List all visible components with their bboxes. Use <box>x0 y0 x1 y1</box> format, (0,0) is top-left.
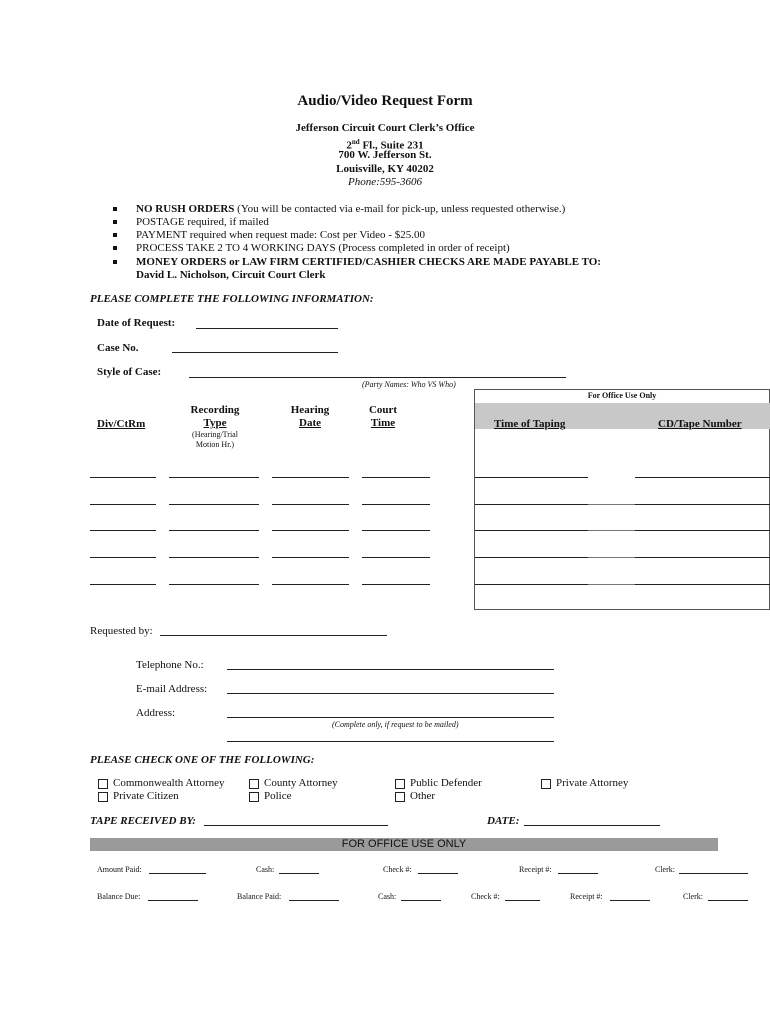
check-label-2: Check #: <box>471 892 500 901</box>
check-field-2[interactable] <box>505 900 540 901</box>
county-attorney-label: County Attorney <box>264 777 338 789</box>
public-defender-checkbox[interactable] <box>395 779 405 789</box>
table-entry-line[interactable] <box>475 557 588 558</box>
cash-field[interactable] <box>279 873 319 874</box>
telephone-field[interactable] <box>227 669 554 670</box>
tape-received-field[interactable] <box>204 825 388 826</box>
table-entry-line[interactable] <box>272 530 349 531</box>
office-phone: Phone:595-3606 <box>348 176 422 188</box>
table-entry-line[interactable] <box>635 557 770 558</box>
address-field-line-2[interactable] <box>227 741 554 742</box>
police-checkbox[interactable] <box>249 792 259 802</box>
clerk-label: Clerk: <box>655 865 675 874</box>
table-entry-line[interactable] <box>272 504 349 505</box>
private-citizen-checkbox[interactable] <box>98 792 108 802</box>
style-of-case-field[interactable] <box>189 377 566 378</box>
hearing-date-header: Hearing Date <box>290 404 330 429</box>
telephone-label: Telephone No.: <box>136 659 204 671</box>
cd-tape-number-header: CD/Tape Number <box>658 418 742 430</box>
receipt-field[interactable] <box>558 873 598 874</box>
clerk-field-2[interactable] <box>708 900 748 901</box>
table-entry-line[interactable] <box>169 557 259 558</box>
cash-label-2: Cash: <box>378 892 397 901</box>
party-names-note: (Party Names: Who VS Who) <box>362 380 456 389</box>
requested-by-label: Requested by: <box>90 625 153 637</box>
office-use-bar: FOR OFFICE USE ONLY <box>90 838 718 851</box>
private-attorney-checkbox[interactable] <box>541 779 551 789</box>
date-of-request-field[interactable] <box>196 328 338 329</box>
address-label: Address: <box>136 707 176 719</box>
balance-due-field[interactable] <box>148 900 198 901</box>
table-entry-line[interactable] <box>362 504 430 505</box>
office-street: 700 W. Jefferson St. <box>338 149 432 161</box>
section-check-one: PLEASE CHECK ONE OF THE FOLLOWING: <box>90 754 315 766</box>
table-entry-line[interactable] <box>362 477 430 478</box>
other-checkbox[interactable] <box>395 792 405 802</box>
table-entry-line[interactable] <box>475 530 588 531</box>
tape-received-label: TAPE RECEIVED BY: <box>90 815 196 827</box>
address-field[interactable] <box>227 717 554 718</box>
balance-due-label: Balance Due: <box>97 892 141 901</box>
case-no-label: Case No. <box>97 342 139 354</box>
time-of-taping-header: Time of Taping <box>494 418 566 430</box>
police-label: Police <box>264 790 292 802</box>
cash-field-2[interactable] <box>401 900 441 901</box>
table-entry-line[interactable] <box>475 584 588 585</box>
amount-paid-label: Amount Paid: <box>97 865 142 874</box>
table-entry-line[interactable] <box>169 584 259 585</box>
table-entry-line[interactable] <box>90 584 156 585</box>
table-entry-line[interactable] <box>362 557 430 558</box>
mail-note: (Complete only, if request to be mailed) <box>332 720 459 729</box>
style-of-case-label: Style of Case: <box>97 366 162 378</box>
payable-to: David L. Nicholson, Circuit Court Clerk <box>136 269 326 281</box>
date-of-request-label: Date of Request: <box>97 317 176 329</box>
clerk-label-2: Clerk: <box>683 892 703 901</box>
private-attorney-label: Private Attorney <box>556 777 629 789</box>
amount-paid-field[interactable] <box>149 873 206 874</box>
date-label: DATE: <box>487 815 520 827</box>
cash-label: Cash: <box>256 865 275 874</box>
date-field[interactable] <box>524 825 660 826</box>
commonwealth-attorney-checkbox[interactable] <box>98 779 108 789</box>
receipt-label: Receipt #: <box>519 865 552 874</box>
balance-paid-field[interactable] <box>289 900 339 901</box>
table-entry-line[interactable] <box>90 477 156 478</box>
office-use-label: For Office Use Only <box>587 391 657 400</box>
county-attorney-checkbox[interactable] <box>249 779 259 789</box>
table-entry-line[interactable] <box>635 477 770 478</box>
section-complete-info: PLEASE COMPLETE THE FOLLOWING INFORMATION: <box>90 293 374 305</box>
table-entry-line[interactable] <box>635 584 770 585</box>
table-entry-line[interactable] <box>272 584 349 585</box>
table-entry-line[interactable] <box>90 504 156 505</box>
commonwealth-attorney-label: Commonwealth Attorney <box>113 777 225 789</box>
other-label: Other <box>410 790 436 802</box>
office-city: Louisville, KY 40202 <box>336 163 434 175</box>
table-entry-line[interactable] <box>272 477 349 478</box>
email-label: E-mail Address: <box>136 683 208 695</box>
table-entry-line[interactable] <box>169 477 259 478</box>
page-title: Audio/Video Request Form <box>297 93 473 109</box>
table-entry-line[interactable] <box>90 557 156 558</box>
table-entry-line[interactable] <box>475 504 588 505</box>
check-field[interactable] <box>418 873 458 874</box>
table-entry-line[interactable] <box>362 584 430 585</box>
check-label: Check #: <box>383 865 412 874</box>
table-entry-line[interactable] <box>635 530 770 531</box>
public-defender-label: Public Defender <box>410 777 482 789</box>
receipt-label-2: Receipt #: <box>570 892 603 901</box>
table-entry-line[interactable] <box>635 504 770 505</box>
table-entry-line[interactable] <box>475 477 588 478</box>
table-entry-line[interactable] <box>169 530 259 531</box>
div-ctrm-header: Div/CtRm <box>97 418 146 430</box>
case-no-field[interactable] <box>172 352 338 353</box>
requested-by-field[interactable] <box>160 635 387 636</box>
office-floor: 2nd Fl., Suite 231 <box>346 138 424 152</box>
table-entry-line[interactable] <box>362 530 430 531</box>
table-entry-line[interactable] <box>272 557 349 558</box>
receipt-field-2[interactable] <box>610 900 650 901</box>
email-field[interactable] <box>227 693 554 694</box>
recording-type-note: (Hearing/Trial Motion Hr.) <box>192 430 238 449</box>
office-name: Jefferson Circuit Court Clerk’s Office <box>295 122 475 134</box>
table-entry-line[interactable] <box>169 504 259 505</box>
private-citizen-label: Private Citizen <box>113 790 179 802</box>
balance-paid-label: Balance Paid: <box>237 892 282 901</box>
clerk-field[interactable] <box>679 873 748 874</box>
recording-type-header: Recording Type <box>190 404 240 429</box>
table-entry-line[interactable] <box>90 530 156 531</box>
court-time-header: Court Time <box>368 404 398 429</box>
